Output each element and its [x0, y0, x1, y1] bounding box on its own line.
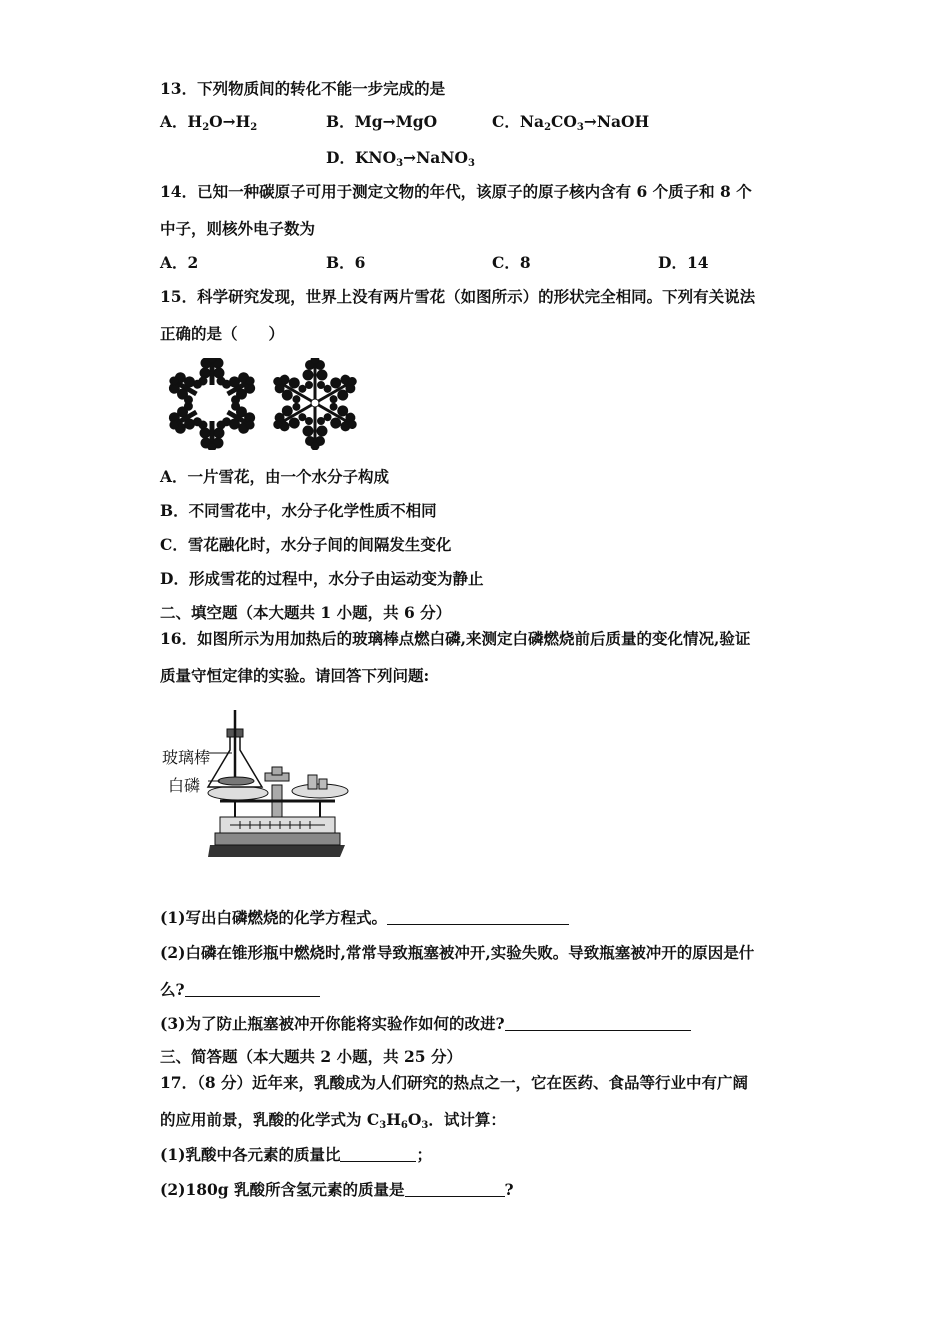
section-2-heading: 二、填空题（本大题共 1 小题，共 6 分） — [160, 603, 452, 622]
q13-option-b: B．Mg→MgO — [326, 112, 438, 131]
q14-stem-line2: 中子，则核外电子数为 — [160, 219, 316, 238]
q14-option-c: C．8 — [492, 253, 531, 272]
section-3-heading: 三、简答题（本大题共 2 小题，共 25 分） — [160, 1047, 462, 1066]
q13-option-a: A．$H_2O\to H_2$ — [160, 112, 258, 133]
q14-option-a: A．2 — [160, 253, 199, 272]
q13-option-d: D．$KNO_3\to NaNO_3$ — [326, 148, 475, 169]
answer-blank-3[interactable] — [505, 1016, 691, 1031]
q15-stem-line1: 15．科学研究发现，世界上没有两片雪花（如图所示）的形状完全相同。下列有关说法 — [160, 287, 756, 306]
snowflake-left — [164, 358, 260, 450]
q15-option-d: D．形成雪花的过程中，水分子由运动变为静止 — [160, 569, 484, 588]
answer-blank-1[interactable] — [387, 910, 569, 925]
q16-stem-line1: 16．如图所示为用加热后的玻璃棒点燃白磷,来测定白磷燃烧前后质量的变化情况,验证 — [160, 629, 751, 648]
q15-option-b: B．不同雪花中，水分子化学性质不相同 — [160, 501, 437, 520]
q15-option-c: C．雪花融化时，水分子间的间隔发生变化 — [160, 535, 452, 554]
q17-stem-line1: 17．（8 分）近年来，乳酸成为人们研究的热点之一，它在医药、食品等行业中有广阔 — [160, 1073, 749, 1092]
label-white-phosphorus: 白磷 — [168, 776, 201, 795]
q13-option-c: C．$Na_2CO_3\to NaOH$ — [492, 112, 650, 133]
snowflake-figure — [160, 358, 360, 450]
balance-experiment-figure — [160, 705, 350, 863]
q13-stem: 13．下列物质间的转化不能一步完成的是 — [160, 79, 446, 98]
q16-sub2-line1: (2)白磷在锥形瓶中燃烧时,常常导致瓶塞被冲开,实验失败。导致瓶塞被冲开的原因是什 — [160, 943, 755, 962]
snowflake-right — [268, 358, 360, 450]
q16-stem-line2: 质量守恒定律的实验。请回答下列问题: — [160, 666, 430, 685]
q17-sub2: (2)180g 乳酸所含氢元素的质量是 ? — [160, 1180, 514, 1199]
q16-sub3: (3)为了防止瓶塞被冲开你能将实验作如何的改进? — [160, 1014, 691, 1034]
answer-blank-5[interactable] — [405, 1182, 505, 1197]
q16-sub1: (1)写出白磷燃烧的化学方程式。 — [160, 908, 569, 928]
label-glass-rod: 玻璃棒 — [162, 748, 211, 767]
q14-stem-line1: 14．已知一种碳原子可用于测定文物的年代，该原子的原子核内含有 6 个质子和 8 个 — [160, 182, 752, 201]
answer-blank-4[interactable] — [340, 1147, 416, 1162]
answer-blank-2[interactable] — [185, 982, 320, 997]
q15-option-a: A．一片雪花，由一个水分子构成 — [160, 467, 390, 486]
q17-sub1: (1)乳酸中各元素的质量比 ； — [160, 1145, 432, 1164]
q14-option-b: B．6 — [326, 253, 366, 272]
q16-sub2-line2: 么? — [160, 980, 320, 1000]
q14-option-d: D．14 — [658, 253, 709, 272]
q17-stem-line2: 的应用前景，乳酸的化学式为 $C_3H_6O_3$．试计算： — [160, 1110, 506, 1131]
q15-stem-line2: 正确的是（ ） — [160, 324, 285, 343]
